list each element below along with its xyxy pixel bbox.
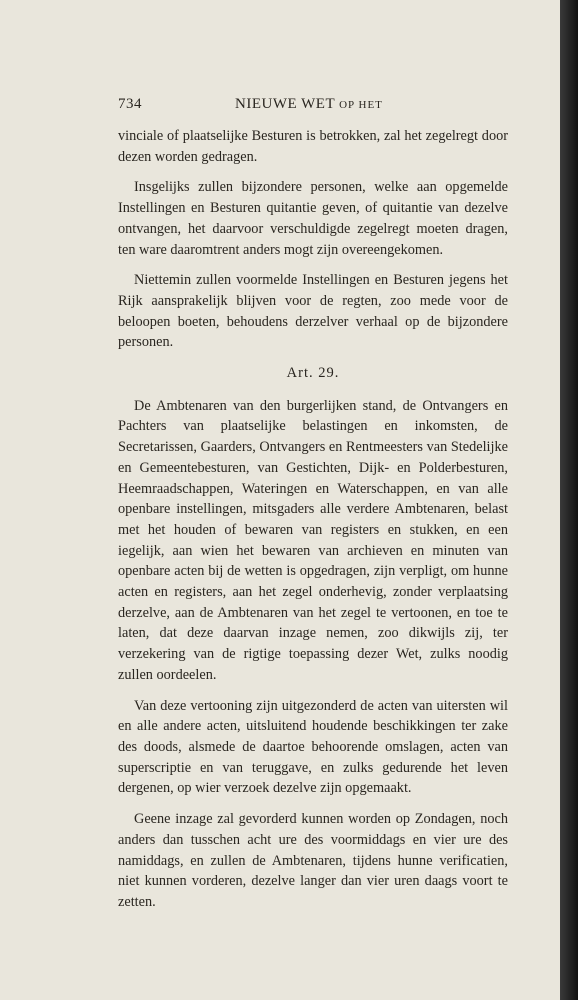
paragraph: De Ambtenaren van den burgerlijken stand, de Ontvangers en Pachters van plaatselijke belastingen en inkomsten, de Secretarissen, Gaarders, Ontvangers en Rentmeesters van Stedelijke en Gemeentebesturen, van Gestichten, Dijk- en Polderbesturen, Heemraadschappen, Wateringen en Waterschappen, en van alle openbare instellingen, mitsgaders alle verdere Ambtenaren, belast met het houden of bewaren van registers en stukken, en een iegelijk, aan wien het bewaren van archieven en minuten van openbare acten bij de wetten is opgedragen, zijn verpligt, om hunne acten en registers, aan het zegel onderhevig, zonder verplaatsing derzelve, aan de Ambtenaren van het zegel te vertoonen, en toe te laten, dat deze daarvan inzage nemen, zoo dikwijls zij, ter verzekering van de rigtige toepassing dezer Wet, zulks noodig zullen oordeelen. [118, 397, 508, 683]
article-heading: Art. 29. [286, 365, 340, 382]
paragraph: Insgelijks zullen bijzondere personen, welke aan opgemelde Instellingen en Besturen quitantie geven, of quitantie van dezelve ontvangen, het daarvoor verschuldigde zegelregt moeten dragen, ten ware daaromtrent anders mogt zijn overeengekomen. [118, 179, 508, 258]
paragraph: Van deze vertooning zijn uitgezonderd de acten van uitersten wil en alle andere acten, uitsluitend houdende beschikkingen ter zake des doods, alsmede de daartoe behoorende omslagen, acten van superscriptie en van teruggave, en zulks gedurende het leven dergenen, op wier verzoek dezelve zijn opgemaakt. [118, 697, 508, 797]
paragraph: Niettemin zullen voormelde Instellingen en Besturen jegens het Rijk aansprakelijk blijven voor de regten, zoo mede voor de beloopen boeten, behoudens derzelver verhaal op de bijzondere personen. [118, 272, 508, 351]
page-number: 734 [118, 96, 142, 112]
paragraph: vinciale of plaatselijke Besturen is betrokken, zal het zegelregt door dezen worden gedragen. [118, 128, 508, 165]
running-title-caps: NIEUWE WET [235, 96, 335, 112]
running-title-small: OP HET [339, 99, 383, 111]
running-title [235, 96, 383, 113]
page-body [118, 126, 508, 923]
paragraph: Geene inzage zal gevorderd kunnen worden op Zondagen, noch anders dan tusschen acht ure des voormiddags en vier ure des namiddags, en zullen de Ambtenaren, tijdens hunne verificatien, niet kunnen vorderen, dezelve langer dan vier uren daags voort te zetten. [118, 811, 508, 910]
page-edge-shadow [560, 0, 578, 1000]
